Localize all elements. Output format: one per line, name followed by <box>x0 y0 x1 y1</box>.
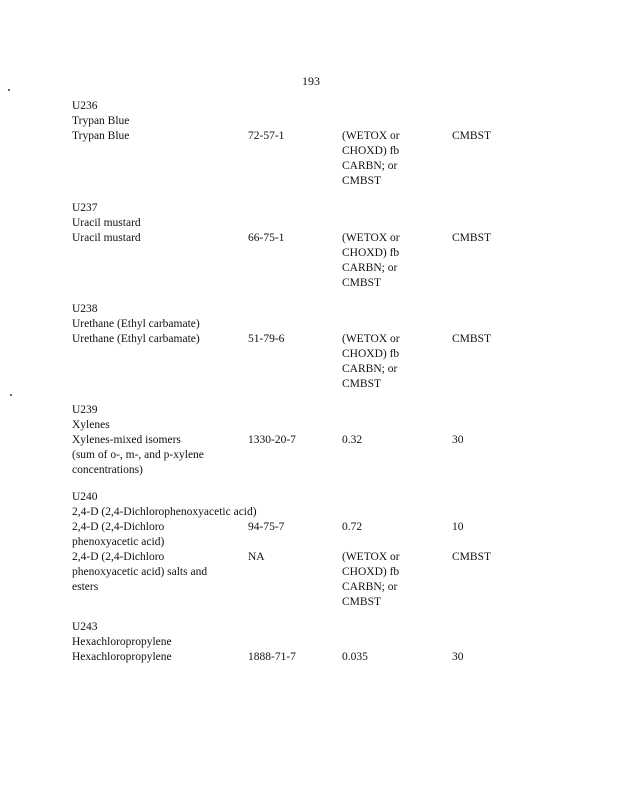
waste-name: Uracil mustard <box>72 217 141 229</box>
nonwastewater-standard-cell: CMBST <box>452 130 491 142</box>
nonwastewater-standard-cell: CMBST <box>452 333 491 345</box>
constituent-cell: Hexachloropropylene <box>72 651 172 663</box>
wastewater-standard-cell: (WETOX or CHOXD) fb CARBN; or CMBST <box>342 232 400 289</box>
waste-section-u237 <box>72 201 552 291</box>
cas-number-cell: 1888-71-7 <box>248 651 296 663</box>
wastewater-standard-cell: (WETOX or CHOXD) fb CARBN; or CMBST <box>342 333 400 390</box>
cas-number-cell: 94-75-7 <box>248 521 285 533</box>
page-number: 193 <box>302 74 320 88</box>
wastewater-standard-cell: 0.035 <box>342 651 368 663</box>
scan-speck <box>10 394 12 396</box>
waste-code: U243 <box>72 621 98 633</box>
cas-number-cell: 1330-20-7 <box>248 434 296 446</box>
cas-number-cell: 66-75-1 <box>248 232 285 244</box>
waste-name: 2,4-D (2,4-Dichlorophenoxyacetic acid) <box>72 506 257 518</box>
waste-code: U237 <box>72 202 98 214</box>
constituent-cell: Urethane (Ethyl carbamate) <box>72 333 200 345</box>
constituent-cell: 2,4-D (2,4-Dichloro phenoxyacetic acid) salts and esters <box>72 551 208 593</box>
waste-name: Hexachloropropylene <box>72 636 172 648</box>
table-row <box>72 231 552 291</box>
waste-code: U236 <box>72 100 98 112</box>
waste-code: U239 <box>72 404 98 416</box>
nonwastewater-standard-cell: 30 <box>452 651 464 663</box>
waste-name: Xylenes <box>72 419 110 431</box>
waste-name: Trypan Blue <box>72 115 130 127</box>
table-row <box>72 550 552 610</box>
scan-speck <box>8 89 10 91</box>
nonwastewater-standard-cell: CMBST <box>452 551 491 563</box>
wastewater-standard-cell: (WETOX or CHOXD) fb CARBN; or CMBST <box>342 130 400 187</box>
wastewater-standard-cell: (WETOX or CHOXD) fb CARBN; or CMBST <box>342 551 400 608</box>
waste-section-u238 <box>72 302 552 392</box>
waste-section-u240 <box>72 490 552 610</box>
constituent-cell: Xylenes-mixed isomers (sum of o-, m-, and p-xylene concentrations) <box>72 434 204 476</box>
table-row <box>72 433 552 478</box>
nonwastewater-standard-cell: 30 <box>452 434 464 446</box>
waste-name: Urethane (Ethyl carbamate) <box>72 318 200 330</box>
waste-section-u243 <box>72 620 552 665</box>
wastewater-standard-cell: 0.72 <box>342 521 363 533</box>
nonwastewater-standard-cell: CMBST <box>452 232 491 244</box>
constituent-cell: Trypan Blue <box>72 130 130 142</box>
cas-number-cell: 72-57-1 <box>248 130 285 142</box>
table-row <box>72 332 552 392</box>
wastewater-standard-cell: 0.32 <box>342 434 363 446</box>
table-row <box>72 520 552 550</box>
constituent-cell: Uracil mustard <box>72 232 141 244</box>
waste-code: U238 <box>72 303 98 315</box>
table-row <box>72 650 552 665</box>
waste-section-u236 <box>72 99 552 189</box>
waste-section-u239 <box>72 403 552 478</box>
waste-code: U240 <box>72 491 98 503</box>
table-row <box>72 129 552 189</box>
nonwastewater-standard-cell: 10 <box>452 521 464 533</box>
constituent-cell: 2,4-D (2,4-Dichloro phenoxyacetic acid) <box>72 521 165 548</box>
cas-number-cell: NA <box>248 551 265 563</box>
cas-number-cell: 51-79-6 <box>248 333 285 345</box>
